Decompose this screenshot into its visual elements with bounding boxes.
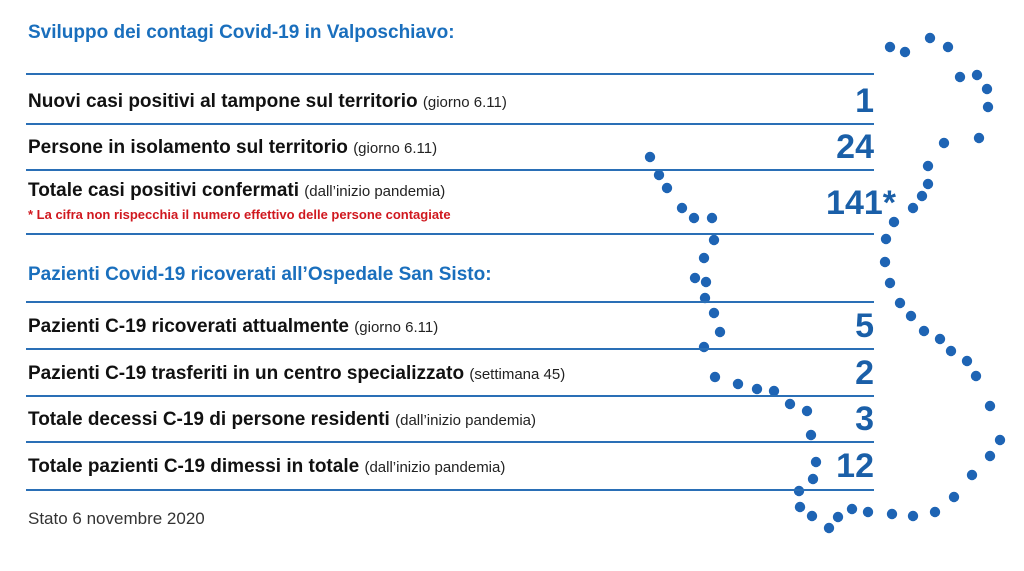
row-note: (dall’inizio pandemia) — [364, 459, 506, 476]
outline-dot — [806, 430, 816, 440]
row-note: (giorno 6.11) — [353, 140, 438, 157]
divider — [26, 489, 874, 491]
row-note: (giorno 6.11) — [354, 319, 439, 336]
outline-dot — [974, 133, 984, 143]
outline-dot — [881, 234, 891, 244]
outline-dot — [908, 511, 918, 521]
row-label-text: Pazienti C-19 ricoverati attualmente — [28, 316, 349, 337]
outline-dot — [699, 253, 709, 263]
status-date: Stato 6 novembre 2020 — [28, 509, 205, 528]
divider — [26, 123, 874, 125]
outline-dot — [710, 372, 720, 382]
outline-dot — [917, 191, 927, 201]
row-value-isolation: 24 — [836, 128, 874, 166]
row-label-text: Pazienti C-19 trasferiti in un centro specializzato — [28, 363, 465, 384]
outline-dot — [807, 511, 817, 521]
outline-dot — [967, 470, 977, 480]
outline-dot — [949, 492, 959, 502]
row-value-hospitalized: 5 — [855, 307, 874, 345]
outline-dot — [885, 42, 895, 52]
outline-dot — [935, 334, 945, 344]
outline-dot — [982, 84, 992, 94]
outline-dot — [715, 327, 725, 337]
outline-dot — [654, 170, 664, 180]
outline-dot — [811, 457, 821, 467]
outline-dot — [923, 179, 933, 189]
outline-dot — [995, 435, 1005, 445]
outline-dot — [939, 138, 949, 148]
row-note: (giorno 6.11) — [422, 94, 507, 111]
outline-dot — [701, 277, 711, 287]
outline-dot — [962, 356, 972, 366]
row-new-cases — [28, 91, 507, 113]
row-label-text: Totale decessi C-19 di persone residenti — [28, 409, 390, 430]
outline-dot — [847, 504, 857, 514]
outline-dot — [794, 486, 804, 496]
outline-dot — [662, 183, 672, 193]
row-label-text: Totale pazienti C-19 dimessi in totale — [28, 456, 360, 477]
outline-dot — [824, 523, 834, 533]
outline-dot — [880, 257, 890, 267]
outline-dot — [971, 371, 981, 381]
outline-dot — [943, 42, 953, 52]
row-deaths — [28, 409, 536, 431]
outline-dot — [985, 401, 995, 411]
outline-dot — [908, 203, 918, 213]
outline-dot — [808, 474, 818, 484]
outline-dot — [709, 235, 719, 245]
section2-heading: Pazienti Covid-19 ricoverati all’Ospedale San Sisto: — [28, 264, 492, 285]
outline-dot — [985, 451, 995, 461]
outline-dot — [833, 512, 843, 522]
outline-dot — [919, 326, 929, 336]
outline-dot — [707, 213, 717, 223]
outline-dot — [699, 342, 709, 352]
outline-dot — [802, 406, 812, 416]
outline-dot — [709, 308, 719, 318]
outline-dot — [946, 346, 956, 356]
outline-dot — [733, 379, 743, 389]
outline-dot — [863, 507, 873, 517]
outline-dot — [955, 72, 965, 82]
row-discharged — [28, 456, 505, 478]
outline-dot — [752, 384, 762, 394]
divider — [26, 73, 874, 75]
outline-dot — [887, 509, 897, 519]
outline-dot — [895, 298, 905, 308]
row-note: (dall’inizio pandemia) — [395, 412, 537, 429]
row-label-text: Totale casi positivi confermati — [28, 180, 300, 201]
row-value-deaths: 3 — [855, 400, 874, 438]
outline-dot — [677, 203, 687, 213]
divider — [26, 348, 874, 350]
row-hospitalized — [28, 316, 438, 338]
section1-heading: Sviluppo dei contagi Covid-19 in Valposchiavo: — [28, 22, 455, 43]
outline-dot — [885, 278, 895, 288]
row-isolation — [28, 137, 437, 159]
outline-dot — [930, 507, 940, 517]
row-total-confirmed — [28, 180, 445, 202]
divider — [26, 441, 874, 443]
row-value-total-confirmed: 141* — [826, 184, 896, 222]
outline-dot — [983, 102, 993, 112]
divider — [26, 169, 874, 171]
divider — [26, 395, 874, 397]
row-value-discharged: 12 — [836, 447, 874, 485]
outline-dot — [972, 70, 982, 80]
outline-dot — [906, 311, 916, 321]
outline-dot — [690, 273, 700, 283]
row-note: (settimana 45) — [469, 366, 566, 383]
row-note: (dall’inizio pandemia) — [304, 183, 446, 200]
row-value-new-cases: 1 — [855, 82, 874, 120]
outline-dot — [925, 33, 935, 43]
outline-dot — [795, 502, 805, 512]
footnote: * La cifra non rispecchia il numero effettivo delle persone contagiate — [28, 207, 451, 222]
row-label-text: Nuovi casi positivi al tampone sul territorio — [28, 91, 418, 112]
row-transferred — [28, 363, 565, 385]
outline-dot — [785, 399, 795, 409]
row-label-text: Persone in isolamento sul territorio — [28, 137, 348, 158]
outline-dot — [689, 213, 699, 223]
row-value-transferred: 2 — [855, 354, 874, 392]
divider — [26, 233, 874, 235]
outline-dot — [900, 47, 910, 57]
outline-dot — [645, 152, 655, 162]
divider — [26, 301, 874, 303]
outline-dot — [923, 161, 933, 171]
